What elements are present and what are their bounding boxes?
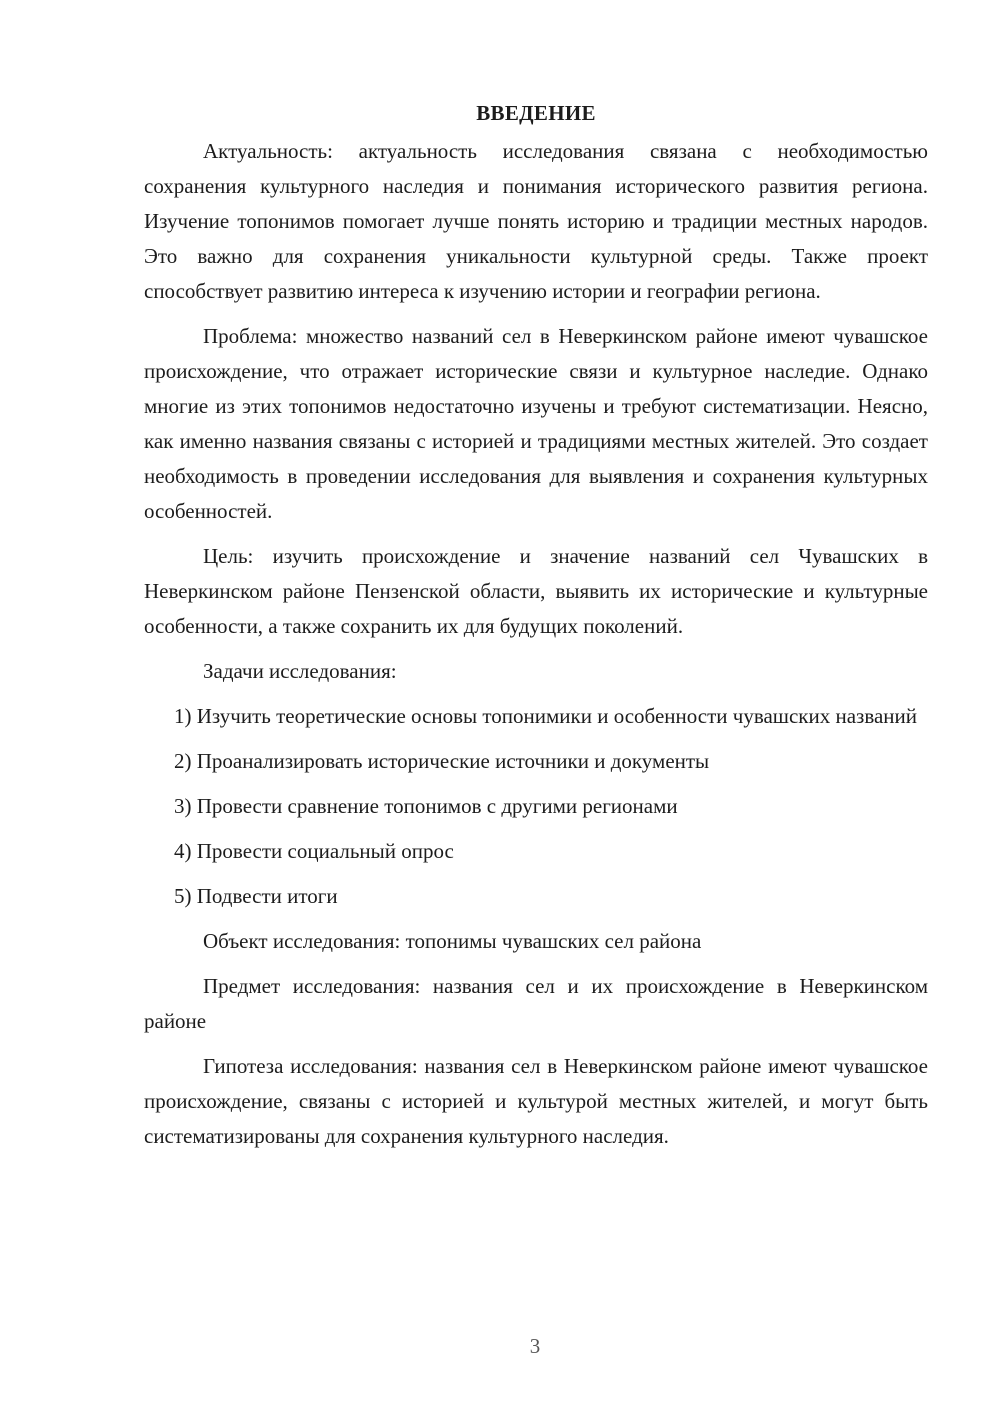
task-item-3: 3) Провести сравнение топонимов с другими регионами <box>174 794 678 818</box>
goal-paragraph: Цель: изучить происхождение и значение названий сел Чувашских в Неверкинском районе Пензенской области, выявить их исторические и культурные особенности, а также сохранить их для будущих поколений. <box>144 544 928 638</box>
page-title: ВВЕДЕНИЕ <box>476 101 596 125</box>
task-item-1: 1) Изучить теоретические основы топонимики и особенности чувашских названий <box>174 704 918 728</box>
tasks-title: Задачи исследования: <box>203 659 397 683</box>
page-number: 3 <box>529 1334 541 1358</box>
object-paragraph: Объект исследования: топонимы чувашских сел района <box>203 929 702 953</box>
problem-paragraph: Проблема: множество названий сел в Неверкинском районе имеют чувашское происхождение, что отражает исторические связи и культурное наследие. Однако многие из этих топонимов недостаточно изучены и требуют систематизации. Неясно, как именно названия связаны с историей и традициями местных жителей. Это создает необходимость в проведении исследования для выявления и сохранения культурных особенностей. <box>144 324 928 523</box>
hypothesis-paragraph: Гипотеза исследования: названия сел в Неверкинском районе имеют чувашское происхождение, связаны с историей и культурой местных жителей, и могут быть систематизированы для сохранения культурного наследия. <box>144 1054 928 1148</box>
relevance-paragraph: Актуальность: актуальность исследования связана с необходимостью сохранения культурного наследия и понимания исторического развития региона. Изучение топонимов помогает лучше понять историю и традиции местных народов. Это важно для сохранения уникальности культурной среды. Также проект способствует развитию интереса к изучению истории и географии региона. <box>144 139 928 303</box>
document-page <box>144 96 928 1164</box>
task-item-5: 5) Подвести итоги <box>174 884 338 908</box>
task-item-4: 4) Провести социальный опрос <box>174 839 454 863</box>
subject-paragraph: Предмет исследования: названия сел и их происхождение в Неверкинском районе <box>144 974 928 1033</box>
task-item-2: 2) Проанализировать исторические источники и документы <box>174 749 710 773</box>
